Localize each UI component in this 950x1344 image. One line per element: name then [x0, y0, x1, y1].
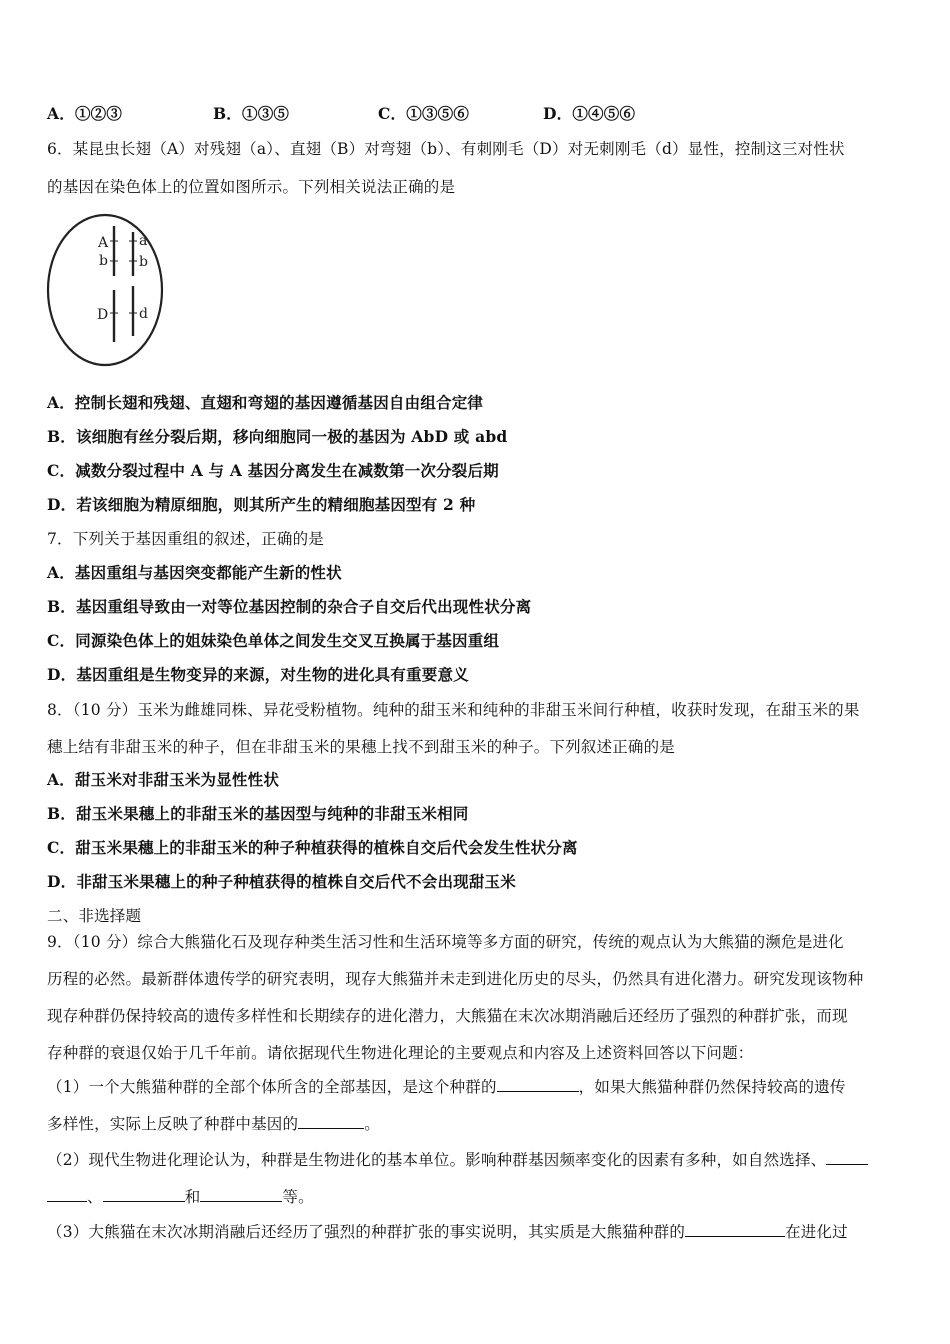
- q8-option-a: A．甜玉米对非甜玉米为显性性状: [47, 770, 280, 789]
- gene-label-A: A: [98, 235, 109, 251]
- q5-options: [47, 102, 907, 122]
- q9-stem-line4: 存种群的衰退仅始于几千年前。请依据现代生物进化理论的主要观点和内容及上述资料回答以下问题：: [47, 1044, 754, 1062]
- q9-stem-line1: 9．（10 分）综合大熊猫化石及现存种类生活习性和生活环境等多方面的研究，传统的观点认为大熊猫的濒危是进化: [47, 933, 844, 951]
- q9-part2-text-a: （2）现代生物进化理论认为，种群是生物进化的基本单位。影响种群基因频率变化的因素有多种，如自然选择、: [47, 1151, 827, 1169]
- answer-blank[interactable]: [103, 1187, 185, 1202]
- q5-option-a-text: ①②③: [74, 104, 123, 123]
- answer-blank[interactable]: [47, 1187, 87, 1202]
- q7-option-a: A．基因重组与基因突变都能产生新的性状: [47, 563, 342, 582]
- chromosome-diagram: [44, 210, 166, 370]
- q9-stem-line2: 历程的必然。最新群体遗传学的研究表明，现存大熊猫并未走到进化历史的尽头，仍然具有进化潜力。研究发现该物种: [47, 970, 864, 988]
- q6-option-a: A．控制长翅和残翅、直翅和弯翅的基因遵循基因自由组合定律: [47, 393, 484, 412]
- q5-option-d-text: ①④⑤⑥: [572, 104, 636, 123]
- q8-stem-line2: 穗上结有非甜玉米的种子，但在非甜玉米的果穗上找不到甜玉米的种子。下列叙述正确的是: [47, 738, 676, 756]
- q9-part2-text-b: 、: [87, 1188, 103, 1206]
- q6-option-b: B．该细胞有丝分裂后期，移向细胞同一极的基因为 AbD 或 abd: [47, 427, 508, 446]
- q9-part1-text-d: 。: [364, 1115, 380, 1133]
- q6-stem-line1: 6．某昆虫长翅（A）对残翅（a）、直翅（B）对弯翅（b）、有刺刚毛（D）对无刺刚毛（d）显性，控制这三对性状: [47, 140, 845, 158]
- gene-label-b-left: b: [99, 253, 108, 269]
- gene-label-d: d: [139, 306, 148, 322]
- q5-option-c-text: ①③⑤⑥: [406, 104, 470, 123]
- q9-part1-text-a: （1）一个大熊猫种群的全部个体所含的全部基因，是这个种群的: [47, 1078, 497, 1096]
- q5-option-b-text: ①③⑤: [242, 104, 290, 123]
- q9-part3-text-a: （3）大熊猫在末次冰期消融后还经历了强烈的种群扩张的事实说明，其实质是大熊猫种群的: [47, 1223, 686, 1241]
- gene-label-a: a: [139, 233, 148, 249]
- q9-part2-line1: [47, 1148, 868, 1170]
- q5-option-a-key: A．: [47, 104, 75, 123]
- answer-blank[interactable]: [497, 1077, 579, 1092]
- q9-part2-line2: [47, 1185, 314, 1207]
- q9-part2-text-c: 和: [184, 1188, 201, 1206]
- q8-stem-line1: 8．（10 分）玉米为雌雄同株、异花受粉植物。纯种的甜玉米和纯种的非甜玉米间行种植，收获时发现，在甜玉米的果: [47, 701, 860, 719]
- q9-part2-text-d: 等。: [282, 1188, 314, 1206]
- q9-part1-line2: [47, 1112, 380, 1134]
- q6-option-d: D．若该细胞为精原细胞，则其所产生的精细胞基因型有 2 种: [47, 495, 476, 514]
- answer-blank[interactable]: [826, 1150, 868, 1165]
- q7-stem: 7．下列关于基因重组的叙述，正确的是: [47, 530, 324, 548]
- q6-option-c: C．减数分裂过程中 A 与 A 基因分离发生在减数第一次分裂后期: [47, 461, 499, 480]
- gene-label-D: D: [97, 307, 109, 323]
- q9-part1-text-c: 多样性，实际上反映了种群中基因的: [47, 1115, 299, 1133]
- q5-option-d: [543, 102, 635, 124]
- q5-option-d-key: D．: [543, 104, 573, 123]
- q5-option-b-key: B．: [213, 104, 243, 123]
- gene-label-b-right: b: [139, 254, 148, 270]
- answer-blank[interactable]: [298, 1114, 364, 1129]
- q8-option-d: D．非甜玉米果穗上的种子种植获得的植株自交后代不会出现甜玉米: [47, 872, 516, 891]
- q9-part1-line1: [47, 1075, 846, 1097]
- q9-part3-text-b: 在进化过: [785, 1223, 848, 1241]
- q9-part1-text-b: ，如果大熊猫种群仍然保持较高的遗传: [578, 1078, 846, 1096]
- q7-option-d: D．基因重组是生物变异的来源，对生物的进化具有重要意义: [47, 665, 469, 684]
- q7-option-c: C．同源染色体上的姐妹染色单体之间发生交叉互换属于基因重组: [47, 631, 500, 650]
- q9-part3-line1: [47, 1220, 848, 1242]
- answer-blank[interactable]: [200, 1187, 282, 1202]
- section-title: 二、非选择题: [47, 907, 142, 925]
- q9-stem-line3: 现存种群仍保持较高的遗传多样性和长期续存的进化潜力，大熊猫在末次冰期消融后还经历了强烈的种群扩张，而现: [47, 1007, 848, 1025]
- q5-option-c: [378, 102, 469, 124]
- q8-option-b: B．甜玉米果穗上的非甜玉米的基因型与纯种的非甜玉米相同: [47, 804, 469, 823]
- q6-stem-line2: 的基因在染色体上的位置如图所示。下列相关说法正确的是: [47, 178, 456, 196]
- q7-option-b: B．基因重组导致由一对等位基因控制的杂合子自交后代出现性状分离: [47, 597, 532, 616]
- q5-option-a: [47, 102, 122, 124]
- answer-blank[interactable]: [685, 1222, 785, 1237]
- q5-option-b: [213, 102, 289, 124]
- q8-option-c: C．甜玉米果穗上的非甜玉米的种子种植获得的植株自交后代会发生性状分离: [47, 838, 578, 857]
- q5-option-c-key: C．: [378, 104, 407, 123]
